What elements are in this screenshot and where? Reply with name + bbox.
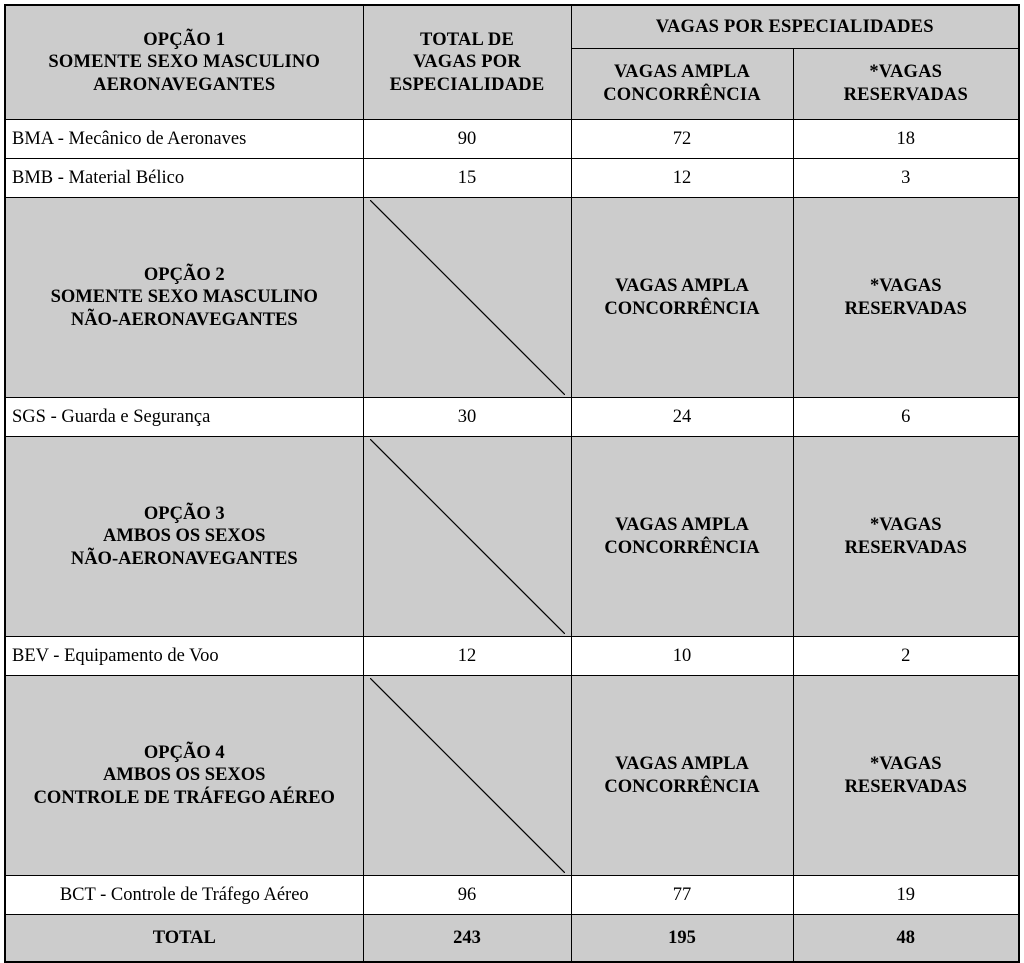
table-row	[5, 637, 1019, 676]
header-reservadas-line2: RESERVADAS	[843, 85, 968, 105]
section-title-line2: SOMENTE SEXO MASCULINO	[50, 287, 318, 308]
header-total-vagas	[363, 5, 571, 120]
header-total-line1: TOTAL DE	[420, 29, 514, 50]
row-reservadas: 18	[793, 120, 1019, 159]
row-total: 15	[363, 159, 571, 198]
total-ampla: 195	[571, 915, 793, 963]
section-title-line2: AMBOS OS SEXOS	[103, 526, 266, 547]
row-specialty-name: BEV - Equipamento de Voo	[5, 637, 363, 676]
section-reservadas-line2: RESERVADAS	[844, 298, 967, 319]
section-reservadas-line1: *VAGAS	[869, 275, 942, 296]
diagonal-strike-cell	[363, 198, 571, 398]
section-reservadas-line1: *VAGAS	[869, 514, 942, 535]
header-total-line2: VAGAS POR	[413, 52, 521, 73]
section-title-line1: OPÇÃO 2	[143, 264, 225, 285]
header-vagas-reservadas	[793, 49, 1019, 120]
row-specialty-name: SGS - Guarda e Segurança	[5, 398, 363, 437]
section-ampla-header	[571, 676, 793, 876]
section-title-line2: AMBOS OS SEXOS	[103, 765, 266, 786]
section-title-option3	[5, 437, 363, 637]
header-ampla-line2: CONCORRÊNCIA	[603, 85, 761, 105]
row-total: 90	[363, 120, 571, 159]
row-ampla: 10	[571, 637, 793, 676]
section-ampla-line1: VAGAS AMPLA	[615, 514, 749, 535]
header-ampla-concorrencia	[571, 49, 793, 120]
section-reservadas-header	[793, 437, 1019, 637]
row-reservadas: 19	[793, 876, 1019, 915]
section-reservadas-line2: RESERVADAS	[844, 776, 967, 797]
table-row	[5, 876, 1019, 915]
section-title-option4	[5, 676, 363, 876]
diagonal-line-icon	[370, 678, 565, 873]
section-ampla-line1: VAGAS AMPLA	[615, 753, 749, 774]
row-ampla: 24	[571, 398, 793, 437]
header-option1-line1: OPÇÃO 1	[143, 29, 226, 50]
section-ampla-header	[571, 437, 793, 637]
diagonal-line-icon	[370, 200, 565, 395]
table-row	[5, 159, 1019, 198]
section-ampla-header	[571, 198, 793, 398]
table-total-row	[5, 915, 1019, 963]
header-option1	[5, 5, 363, 120]
row-total: 12	[363, 637, 571, 676]
header-reservadas-line1: *VAGAS	[869, 62, 943, 83]
row-ampla: 72	[571, 120, 793, 159]
section-ampla-line2: CONCORRÊNCIA	[604, 537, 760, 558]
row-reservadas: 3	[793, 159, 1019, 198]
header-ampla-line1: VAGAS AMPLA	[614, 62, 750, 83]
diagonal-strike-cell	[363, 437, 571, 637]
row-reservadas: 2	[793, 637, 1019, 676]
total-reservadas: 48	[793, 915, 1019, 963]
table-header-row-1	[5, 5, 1019, 49]
section-header-row	[5, 437, 1019, 637]
diagonal-line-icon	[370, 439, 565, 634]
section-header-row	[5, 676, 1019, 876]
section-title-line1: OPÇÃO 3	[143, 503, 225, 524]
row-ampla: 77	[571, 876, 793, 915]
diagonal-strike-cell	[363, 676, 571, 876]
row-specialty-name: BMA - Mecânico de Aeronaves	[5, 120, 363, 159]
section-reservadas-header	[793, 198, 1019, 398]
table-row	[5, 120, 1019, 159]
section-ampla-line2: CONCORRÊNCIA	[604, 776, 760, 797]
header-vagas-especialidades: VAGAS POR ESPECIALIDADES	[571, 5, 1019, 49]
row-ampla: 12	[571, 159, 793, 198]
section-header-row	[5, 198, 1019, 398]
section-ampla-line2: CONCORRÊNCIA	[604, 298, 760, 319]
table-row	[5, 398, 1019, 437]
section-title-line3: NÃO-AERONAVEGANTES	[70, 309, 298, 330]
header-option1-line2: SOMENTE SEXO MASCULINO	[48, 52, 321, 73]
row-specialty-name: BMB - Material Bélico	[5, 159, 363, 198]
section-title-line1: OPÇÃO 4	[143, 742, 225, 763]
section-reservadas-header	[793, 676, 1019, 876]
section-title-line3: CONTROLE DE TRÁFEGO AÉREO	[33, 787, 335, 808]
header-option1-line3: AERONAVEGANTES	[93, 74, 276, 95]
row-total: 30	[363, 398, 571, 437]
section-reservadas-line2: RESERVADAS	[844, 537, 967, 558]
total-label: TOTAL	[5, 915, 363, 963]
vacancies-table	[4, 4, 1020, 963]
section-reservadas-line1: *VAGAS	[869, 753, 942, 774]
section-title-line3: NÃO-AERONAVEGANTES	[70, 548, 298, 569]
row-total: 96	[363, 876, 571, 915]
row-specialty-name: BCT - Controle de Tráfego Aéreo	[5, 876, 363, 915]
total-vagas: 243	[363, 915, 571, 963]
section-title-option2	[5, 198, 363, 398]
header-total-line3: ESPECIALIDADE	[389, 74, 545, 95]
row-reservadas: 6	[793, 398, 1019, 437]
section-ampla-line1: VAGAS AMPLA	[615, 275, 749, 296]
